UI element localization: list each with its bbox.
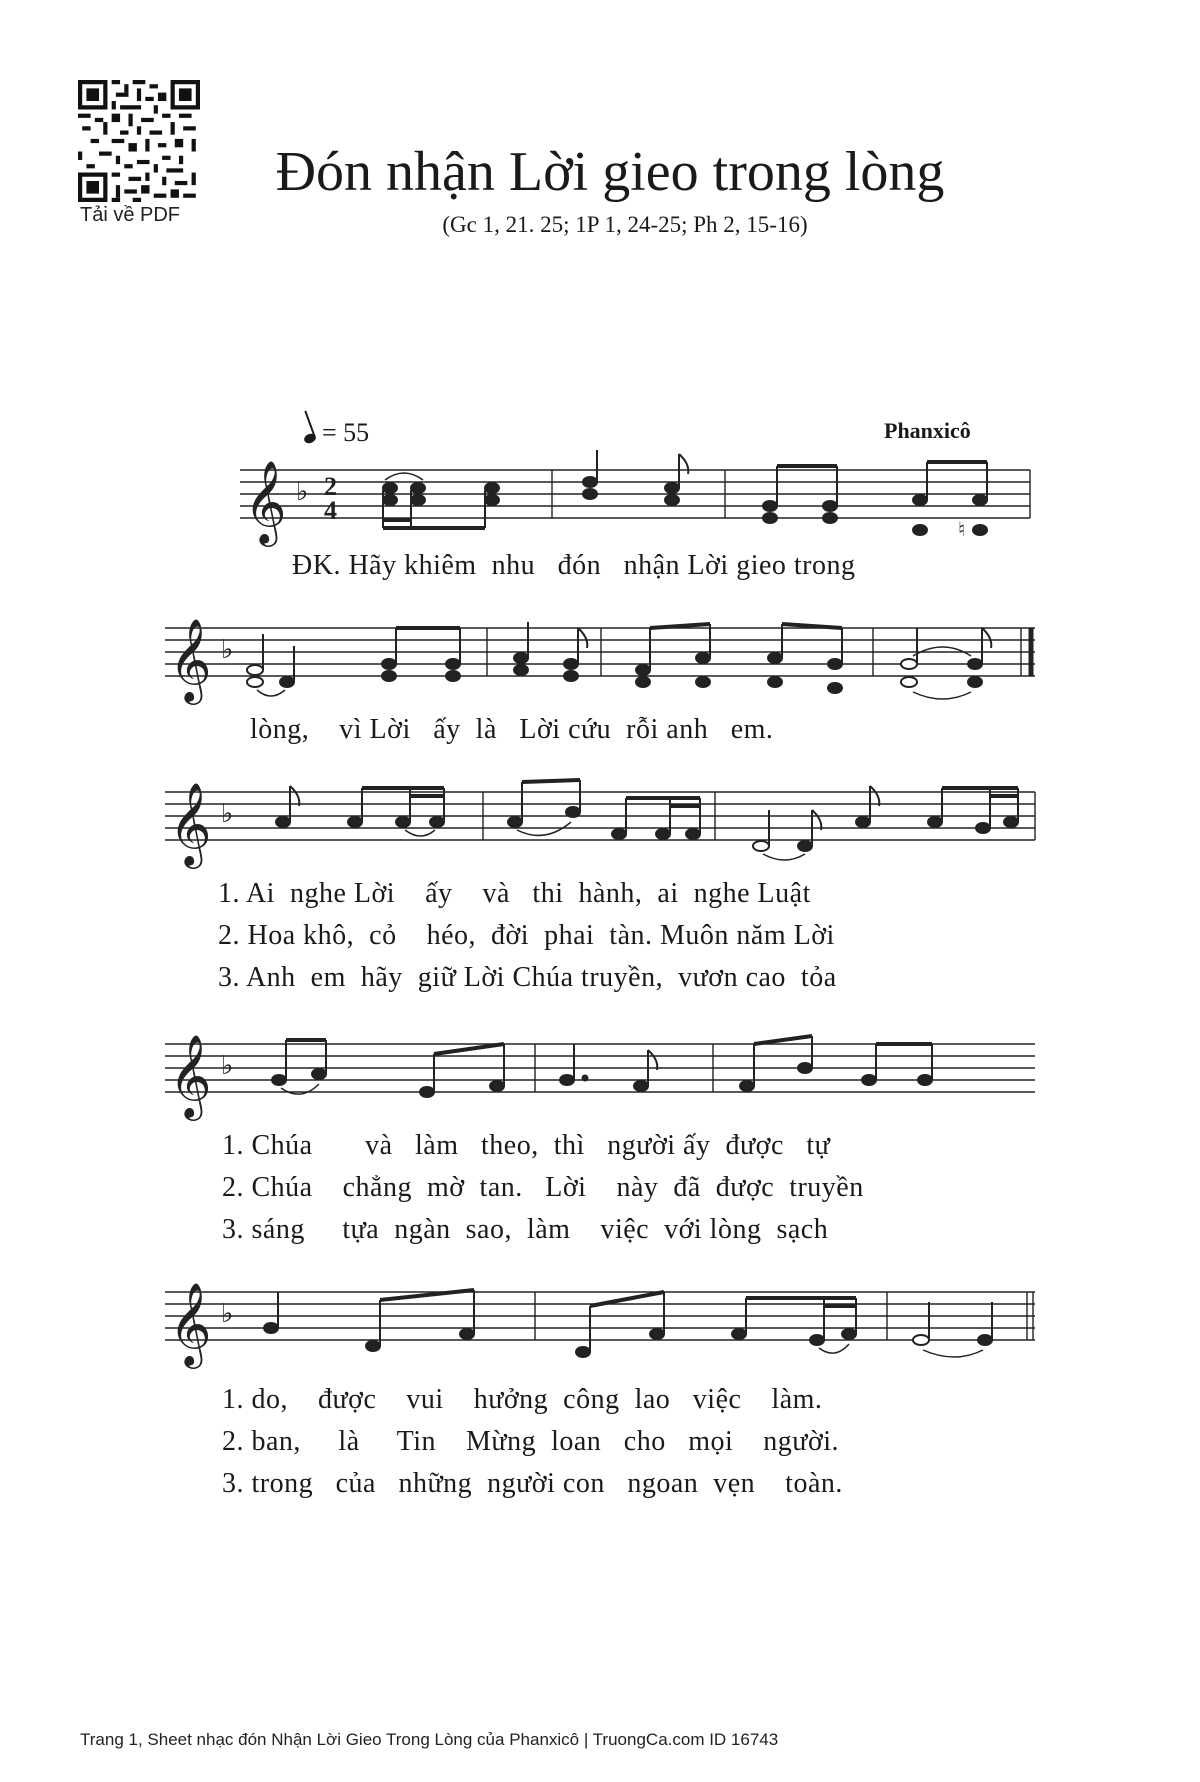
treble-clef-icon: 𝄞	[169, 617, 212, 701]
scripture-references: (Gc 1, 21. 25; 1P 1, 24-25; Ph 2, 15-16)	[442, 212, 808, 237]
verse-3-lyric-line-c: 3. trong của những người con ngoan vẹn toàn.	[222, 1468, 843, 1499]
staff-3	[165, 762, 1045, 872]
staff-2	[165, 598, 1045, 708]
verse-2-lyric-line-a: 2. Hoa khô, cỏ héo, đời phai tàn. Muôn năm Lời	[218, 920, 835, 951]
verse-1-lyric-line-a: 1. Ai nghe Lời ấy và thi hành, ai nghe Luật	[218, 878, 811, 909]
verse-3-lyric-line-b: 3. sáng tựa ngàn sao, làm việc với lòng sạch	[222, 1214, 829, 1245]
verse-1-lyric-line-b: 1. Chúa và làm theo, thì người ấy được tự	[222, 1130, 831, 1161]
verse-3-lyric-line-a: 3. Anh em hãy giữ Lời Chúa truyền, vươn cao tỏa	[218, 962, 837, 993]
page-footer: Trang 1, Sheet nhạc đón Nhận Lời Gieo Trong Lòng của Phanxicô | TruongCa.com ID 16743	[80, 1730, 779, 1749]
composer-name: Phanxicô	[884, 418, 971, 443]
song-title: Đón nhận Lời gieo trong lòng	[275, 141, 945, 203]
tempo-value: = 55	[322, 418, 370, 447]
verse-2-lyric-line-c: 2. ban, là Tin Mừng loan cho mọi người.	[222, 1426, 840, 1457]
svg-text:♭: ♭	[221, 1051, 234, 1080]
svg-text:♭: ♭	[221, 1299, 234, 1328]
svg-text:♮: ♮	[958, 519, 966, 541]
staff-4	[165, 1014, 1045, 1124]
verse-1-lyric-line-c: 1. do, được vui hưởng công lao việc làm.	[222, 1384, 823, 1415]
treble-clef-icon: 𝄞	[169, 1033, 212, 1117]
verse-2-lyric-line-b: 2. Chúa chẳng mờ tan. Lời này đã được truyền	[222, 1172, 864, 1203]
treble-clef-icon: 𝄞	[169, 781, 212, 865]
download-pdf-link[interactable]: Tải về PDF	[80, 204, 181, 226]
staff-1	[240, 440, 1040, 550]
time-signature-top: 2	[324, 472, 337, 501]
refrain-lyric-line-1: ĐK. Hãy khiêm nhu đón nhận Lời gieo trong	[292, 550, 856, 581]
svg-text:♭: ♭	[221, 799, 234, 828]
svg-text:♭: ♭	[296, 477, 309, 506]
time-signature-bottom: 4	[324, 496, 337, 525]
refrain-lyric-line-2: lòng, vì Lời ấy là Lời cứu rỗi anh em.	[250, 714, 774, 745]
svg-text:♭: ♭	[221, 635, 234, 664]
treble-clef-icon: 𝄞	[244, 459, 287, 543]
treble-clef-icon: 𝄞	[169, 1281, 212, 1365]
staff-5	[165, 1262, 1045, 1372]
